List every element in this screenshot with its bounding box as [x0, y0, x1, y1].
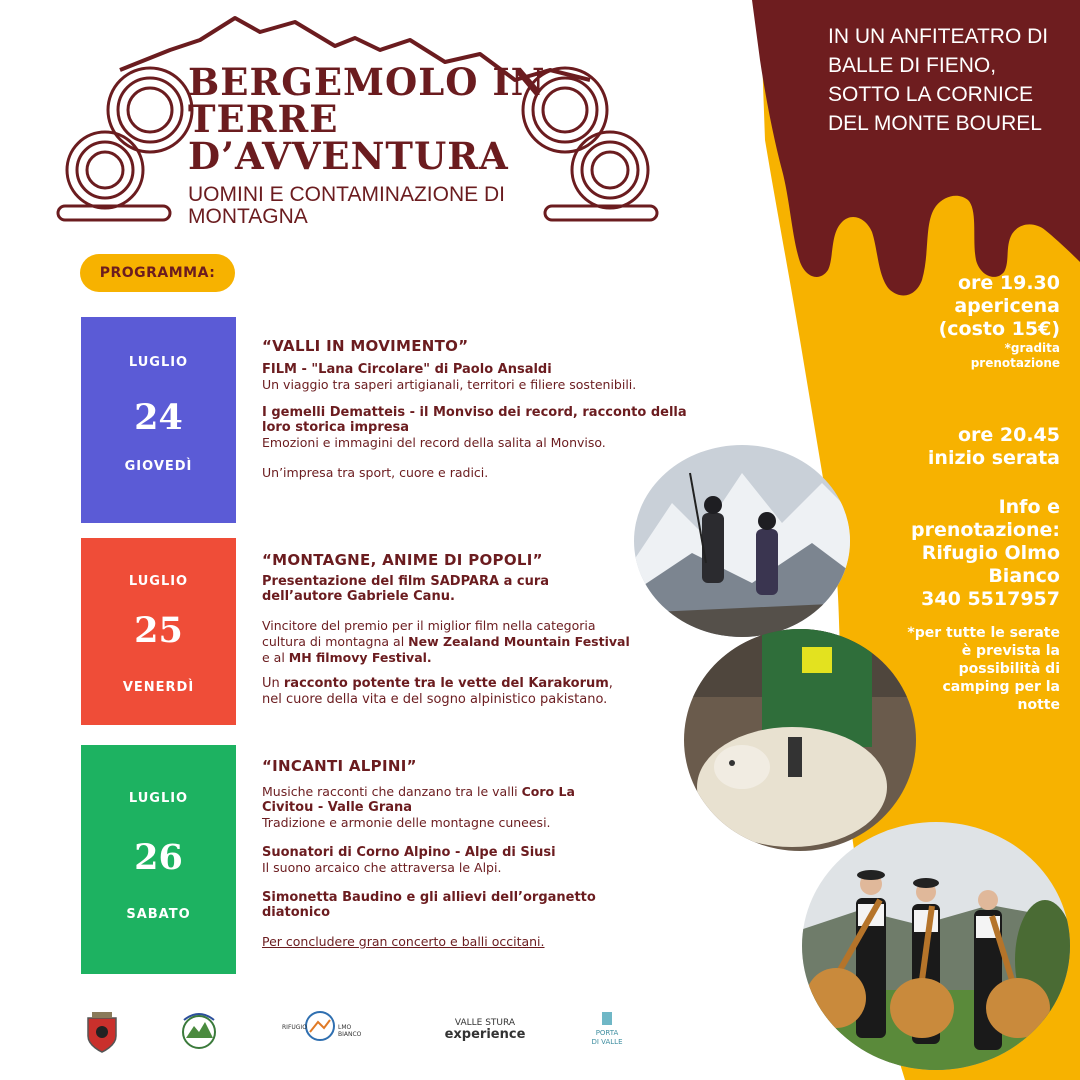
evening-start-info — [928, 424, 1060, 470]
contact-line-4: Bianco — [988, 565, 1060, 587]
porta-di-valle-logo — [588, 1010, 626, 1047]
contact-line-3: Rifugio Olmo — [921, 542, 1060, 564]
music-line-1 — [262, 784, 732, 800]
talk-title-line-2: loro storica impresa — [262, 420, 410, 435]
date-box-24 — [81, 317, 236, 523]
apericena-time: ore 19.30 — [957, 272, 1060, 294]
contact-line-1: Info e — [998, 496, 1060, 518]
date-day: 24 — [134, 397, 183, 438]
event-title: “VALLI IN MOVIMENTO” — [262, 337, 469, 355]
talk-description: Emozioni e immagini del record della salita al Monviso. — [262, 435, 606, 450]
closing-line: Per concludere gran concerto e balli occitani. — [262, 934, 545, 949]
story-highlight: racconto potente tra le vette del Karakorum — [283, 676, 609, 691]
festival-name-1: New Zealand Mountain Festival — [408, 634, 630, 649]
venue-line-1: IN UN ANFITEATRO DI — [828, 25, 1049, 48]
choir-name: Coro La — [521, 784, 575, 799]
camping-note — [907, 624, 1060, 714]
story-line-1 — [262, 676, 732, 692]
logo-text-a: RIFUGIO — [282, 1024, 307, 1031]
apericena-info — [939, 272, 1060, 371]
apericena-label: apericena — [954, 295, 1060, 317]
title-line-1: BERGEMOLO IN — [188, 60, 546, 104]
camping-note-line-4: camping per la — [942, 679, 1060, 695]
venue-line-2: BALLE DI FIENO, — [828, 54, 997, 77]
alphorn-players-photo — [800, 820, 1072, 1072]
programma-label: PROGRAMMA: — [80, 254, 235, 292]
evening-start-time: ore 20.45 — [957, 424, 1060, 446]
story-comma: , — [608, 676, 613, 691]
rifugio-olmo-bianco-logo — [282, 1010, 376, 1046]
event-tagline: Un’impresa tra sport, cuore e radici. — [262, 465, 489, 480]
date-month: LUGLIO — [128, 574, 189, 589]
accordion-line-1: Simonetta Baudino e gli allievi dell’organetto — [262, 890, 596, 905]
contact-phone: 340 5517957 — [921, 588, 1060, 610]
evening-start-label: inizio serata — [927, 447, 1060, 469]
talk-title-line-1: I gemelli Dematteis - il Monviso dei record, racconto della — [262, 405, 687, 420]
date-weekday: GIOVEDÌ — [124, 459, 193, 474]
presentation-line-2: dell’autore Gabriele Canu. — [262, 589, 455, 604]
municipality-crest-icon — [82, 1010, 122, 1054]
contact-line-2: prenotazione: — [911, 519, 1060, 541]
di-valle-text: DI VALLE — [591, 1038, 623, 1046]
unione-montana-logo-icon — [180, 1010, 218, 1050]
prize-line-2-text: cultura di montagna al — [262, 634, 409, 649]
alphorn-description: Il suono arcaico che attraversa le Alpi. — [262, 860, 502, 875]
accordion-line-2: diatonico — [262, 905, 331, 920]
venue-description — [828, 22, 1068, 138]
camping-note-line-5: notte — [1017, 697, 1060, 713]
date-day: 26 — [134, 837, 183, 878]
apericena-cost: (costo 15€) — [938, 318, 1060, 340]
date-box-26 — [81, 745, 236, 974]
door-icon — [599, 1011, 615, 1025]
event-title — [188, 60, 546, 178]
date-weekday: SABATO — [126, 907, 191, 922]
valle-stura-text: VALLE STURA — [454, 1018, 516, 1028]
event-subtitle: UOMINI E CONTAMINAZIONE DI MONTAGNA — [188, 183, 505, 228]
date-weekday: VENERDÌ — [122, 680, 195, 695]
venue-line-3: SOTTO LA CORNICE — [828, 83, 1033, 106]
music-description: Tradizione e armonie delle montagne cuneesi. — [262, 815, 551, 830]
event-title: “MONTAGNE, ANIME DI POPOLI” — [262, 551, 543, 569]
festival-name-2: MH filmovy Festival. — [288, 650, 432, 665]
camping-note-line-2: è prevista la — [961, 643, 1060, 659]
film-title: FILM - "Lana Circolare" di Paolo Ansaldi — [262, 362, 552, 377]
date-day: 25 — [134, 610, 183, 651]
apericena-note-2: prenotazione — [970, 356, 1060, 370]
music-line-2: Civitou - Valle Grana — [262, 800, 413, 815]
contact-info — [911, 496, 1060, 611]
prize-line-3 — [262, 650, 732, 666]
camping-note-line-1: *per tutte le serate — [907, 625, 1060, 641]
prize-line-1: Vincitore del premio per il miglior film nella categoria — [262, 618, 596, 633]
venue-line-4: DEL MONTE BOUREL — [828, 112, 1042, 135]
camping-note-line-3: possibilità di — [958, 661, 1060, 677]
presentation-line-1: Presentazione del film SADPARA a cura — [262, 574, 550, 589]
alphorn-title: Suonatori di Corno Alpino - Alpe di Siusi — [262, 845, 556, 860]
story-prefix: Un — [262, 676, 284, 691]
title-line-3: D’AVVENTURA — [188, 134, 509, 178]
hay-bale-left — [58, 68, 192, 220]
date-month: LUGLIO — [128, 791, 189, 806]
event-title: “INCANTI ALPINI” — [262, 757, 417, 775]
title-line-2: TERRE — [188, 97, 339, 141]
valle-stura-experience-logo — [440, 1018, 530, 1041]
prize-line-3-text: e al — [262, 650, 289, 665]
logo-text-b: LMO BIANCO — [338, 1024, 362, 1038]
apericena-note-1: *gradita — [1004, 341, 1060, 355]
date-month: LUGLIO — [128, 355, 189, 370]
mountaineers-photo — [632, 443, 852, 639]
date-box-25 — [81, 538, 236, 725]
music-intro: Musiche racconti che danzano tra le valli — [262, 784, 522, 799]
story-line-2: nel cuore della vita e del sogno alpinistico pakistano. — [262, 692, 608, 707]
film-description: Un viaggio tra saperi artigianali, territori e filiere sostenibili. — [262, 377, 637, 392]
event-26 — [262, 756, 732, 950]
porta-text: PORTA — [595, 1029, 619, 1037]
experience-text: experience — [444, 1027, 526, 1042]
